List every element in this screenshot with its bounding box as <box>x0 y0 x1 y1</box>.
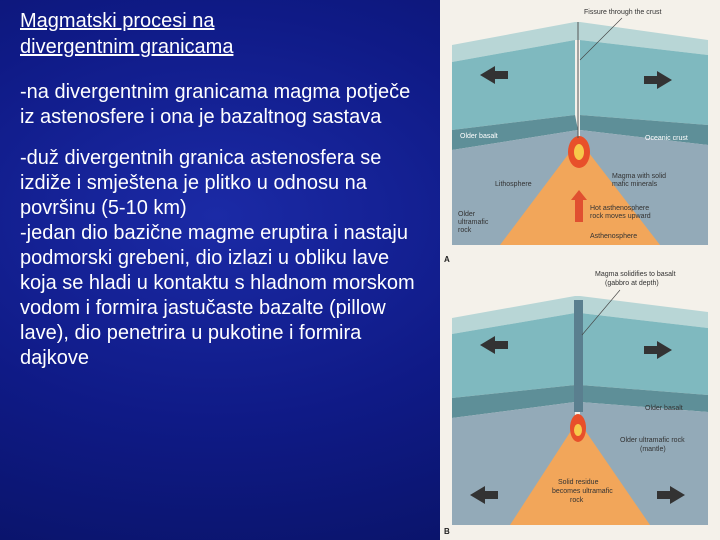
label-older-basalt-b: Older basalt <box>645 405 683 412</box>
label-older-basalt-a: Older basalt <box>460 133 498 140</box>
panel-b-letter: B <box>444 527 450 536</box>
paragraph-eruption-text: -jedan dio bazične magme eruptira i nastaju podmorski grebeni, dio izlazi u obliku lave koja se hladi u kontaktu s hladnom morskom vodom i formira jastučaste bazalte (pillow lave), dio penetrira u pukotine i formira dajkove <box>20 222 415 369</box>
label-older-ultra-1: Older ultramafic rock <box>620 437 685 444</box>
label-older-ultra-2: (mantle) <box>640 446 666 453</box>
paragraph-origin: -na divergentnim granicama magma potječe iz astenosfere i ona je bazaltnog sastava <box>20 81 411 128</box>
label-residue-3: rock <box>570 497 584 504</box>
panel-b-magma-core <box>574 424 582 436</box>
panel-b <box>444 271 708 536</box>
panel-a-magma-core <box>574 144 584 160</box>
label-older-rock-1: Older <box>458 211 476 218</box>
divergent-boundary-diagram <box>440 0 720 540</box>
label-residue-2: becomes ultramafic <box>552 488 613 495</box>
label-residue-1: Solid residue <box>558 479 599 486</box>
title-line-2: divergentnim granicama <box>20 36 234 58</box>
paragraph-asthenosphere-text: -duž divergentnih granica astenosfera se izdiže i smještena je plitko u odnosu na površinu (5-10 km) <box>20 147 382 219</box>
label-fissure: Fissure through the crust <box>584 9 662 16</box>
label-asthenosphere: Asthenosphere <box>590 233 638 240</box>
label-solidifies-2: (gabbro at depth) <box>605 280 659 287</box>
panel-a-letter: A <box>444 255 450 264</box>
title-line-1: Magmatski procesi na <box>20 10 215 32</box>
panel-b-dike <box>574 300 583 412</box>
label-hot-astheno-2: rock moves upward <box>590 213 651 220</box>
label-solidifies-1: Magma solidifies to basalt <box>595 271 676 278</box>
label-magma-1: Magma with solid <box>612 173 667 180</box>
divergent-boundary-figure <box>440 0 720 540</box>
label-older-rock-3: rock <box>458 227 472 234</box>
label-older-rock-2: ultramafic <box>458 219 489 226</box>
label-hot-astheno-1: Hot asthenosphere <box>590 205 650 212</box>
paragraph-asthenosphere <box>20 146 425 371</box>
slide-title <box>20 8 420 60</box>
slide-body <box>20 80 425 371</box>
label-oceanic-crust: Oceanic crust <box>645 135 688 142</box>
label-lithosphere: Lithosphere <box>495 181 532 188</box>
panel-a <box>444 9 708 264</box>
label-magma-2: mafic minerals <box>612 181 658 188</box>
